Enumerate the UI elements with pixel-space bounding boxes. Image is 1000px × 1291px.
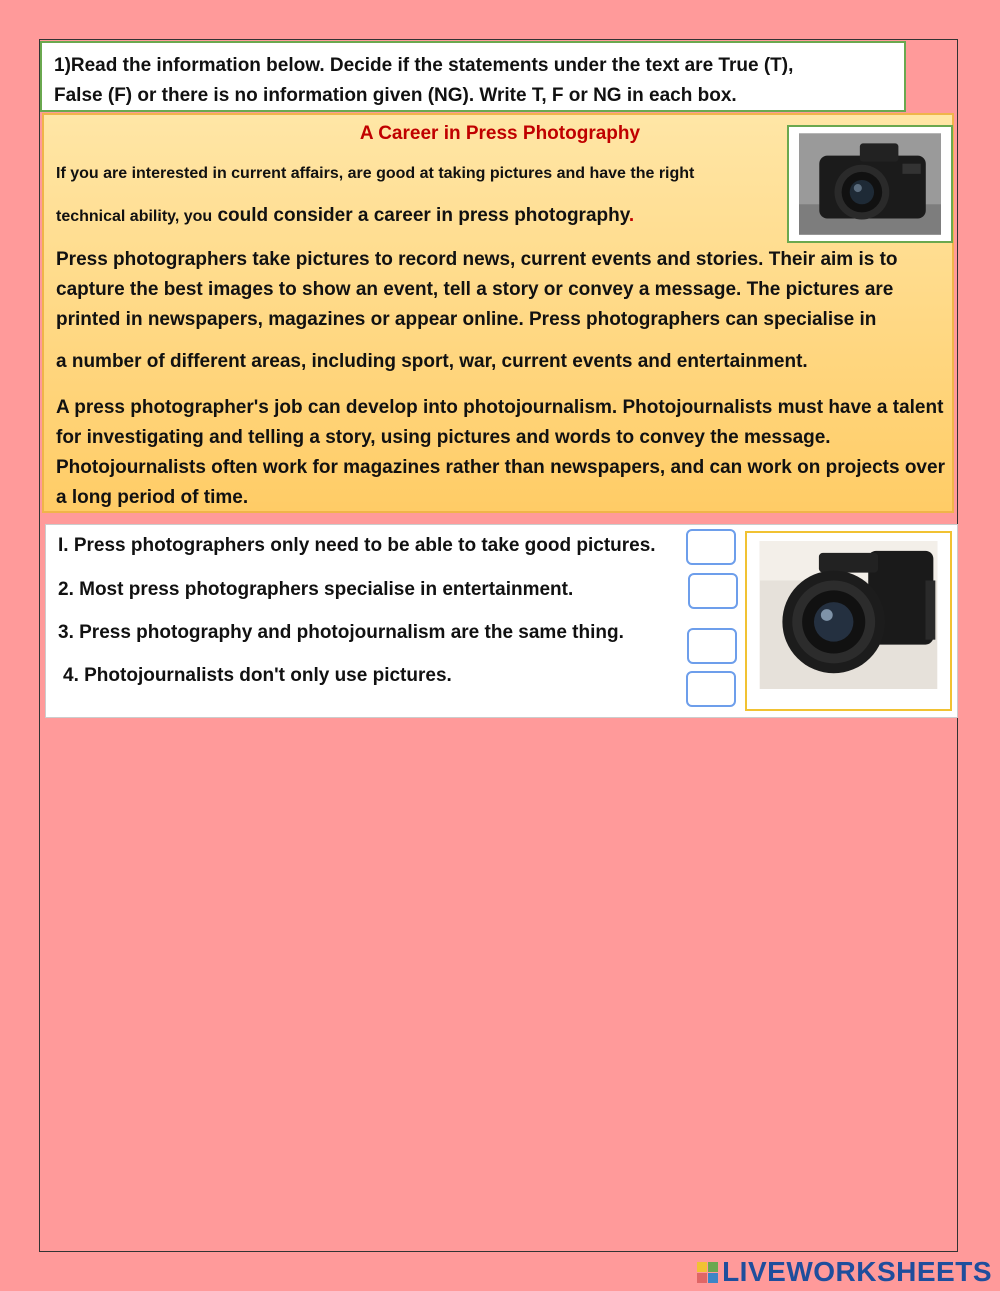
answer-box-1[interactable] (686, 529, 736, 565)
reading-title: A Career in Press Photography (359, 123, 641, 144)
intro-line-2-main: could consider a career in press photography (212, 205, 629, 226)
brand-name: LIVEWORKSHEETS (722, 1256, 992, 1287)
paragraph-1-continued: a number of different areas, including sport, war, current events and entertainment. (56, 351, 808, 372)
paragraph-2: A press photographer's job can develop into photojournalism. Photojournalists must have a talent for investigating and telling a story, using pictures and words to convey the message. Photojournalists often work for magazines rather than newspapers, and can work on projects over a long period of time. (56, 397, 945, 508)
brand-footer (697, 1256, 992, 1288)
question-4: 4. Photojournalists don't only use pictures. (63, 665, 452, 686)
intro-line-2-end: . (628, 205, 635, 226)
reading-passage (42, 113, 954, 513)
camera-photo-2 (745, 531, 952, 711)
paragraph-1: Press photographers take pictures to record news, current events and stories. Their aim is to capture the best images to show an event, tell a story or convey a message. The pictures are printed in newspapers, magazines or appear online. Press photographers can specialise in (56, 249, 898, 330)
question-1: I. Press photographers only need to be able to take good pictures. (58, 535, 656, 556)
question-3: 3. Press photography and photojournalism are the same thing. (58, 622, 624, 643)
answer-box-2[interactable] (688, 573, 738, 609)
camera-photo-1 (787, 125, 953, 243)
instructions-box (40, 41, 906, 112)
intro-line-1: If you are interested in current affairs, are good at taking pictures and have the right (56, 165, 695, 182)
instructions-line-2: False (F) or there is no information given (NG). Write T, F or NG in each box. (54, 85, 737, 106)
camera-photo-icon (799, 133, 941, 235)
answer-box-3[interactable] (687, 628, 737, 664)
liveworksheets-logo-icon (697, 1262, 718, 1283)
intro-line-2-start: technical ability, you (56, 208, 213, 225)
answer-box-4[interactable] (686, 671, 736, 707)
questions-box (45, 524, 958, 718)
question-2: 2. Most press photographers specialise in entertainment. (58, 579, 574, 600)
instructions-line-1: 1)Read the information below. Decide if the statements under the text are True (T), (54, 55, 794, 76)
camera-photo-icon (759, 541, 938, 689)
intro-line-2 (56, 205, 634, 227)
